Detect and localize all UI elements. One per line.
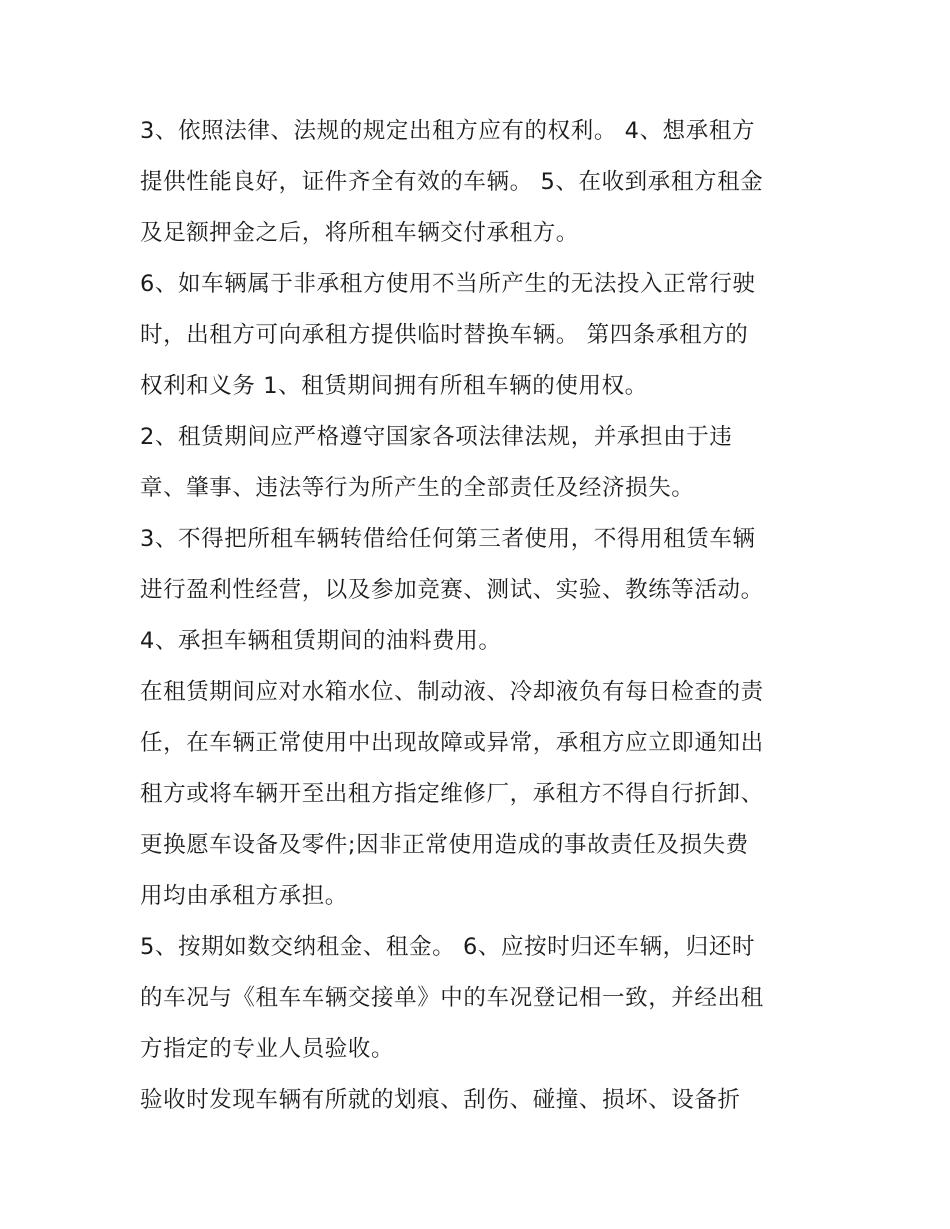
text-line: 时，出租方可向承租方提供临时替换车辆。 第四条承租方的 <box>140 322 749 348</box>
text-line: 任，在车辆正常使用中出现故障或异常，承租方应立即通知出 <box>140 730 764 756</box>
text-line: 方指定的专业人员验收。 <box>140 1036 395 1062</box>
text-line: 用均由承租方承担。 <box>140 883 348 909</box>
text-line: 进行盈利性经营，以及参加竞赛、测试、实验、教练等活动。 <box>140 577 764 603</box>
text-line: 权利和义务 1、租赁期间拥有所租车辆的使用权。 <box>140 373 648 399</box>
text-line: 5、按期如数交纳租金、租金。 6、应按时归还车辆，归还时 <box>140 934 756 960</box>
text-line: 4、承担车辆租赁期间的油料费用。 <box>140 628 502 654</box>
text-line: 更换愿车设备及零件;因非正常使用造成的事故责任及损失费 <box>140 832 749 858</box>
text-line: 6、如车辆属于非承租方使用不当所产生的无法投入正常行驶 <box>140 271 756 297</box>
text-line: 在租赁期间应对水箱水位、制动液、冷却液负有每日检查的责 <box>140 679 764 705</box>
text-line: 提供性能良好，证件齐全有效的车辆。 5、在收到承租方租金 <box>140 169 764 195</box>
text-line: 3、依照法律、法规的规定出租方应有的权利。 4、想承租方 <box>140 118 756 144</box>
text-line: 章、肇事、违法等行为所产生的全部责任及经济损失。 <box>140 475 695 501</box>
text-line: 3、不得把所租车辆转借给任何第三者使用，不得用租赁车辆 <box>140 526 756 552</box>
text-line: 2、租赁期间应严格遵守国家各项法律法规，并承担由于违 <box>140 424 733 450</box>
text-line: 的车况与《租车车辆交接单》中的车况登记相一致，并经出租 <box>140 985 764 1011</box>
text-line: 验收时发现车辆有所就的划痕、刮伤、碰撞、损坏、设备折 <box>140 1087 741 1113</box>
text-line: 租方或将车辆开至出租方指定维修厂，承租方不得自行折卸、 <box>140 781 764 807</box>
text-line: 及足额押金之后，将所租车辆交付承租方。 <box>140 220 579 246</box>
document-body <box>140 106 815 1126</box>
